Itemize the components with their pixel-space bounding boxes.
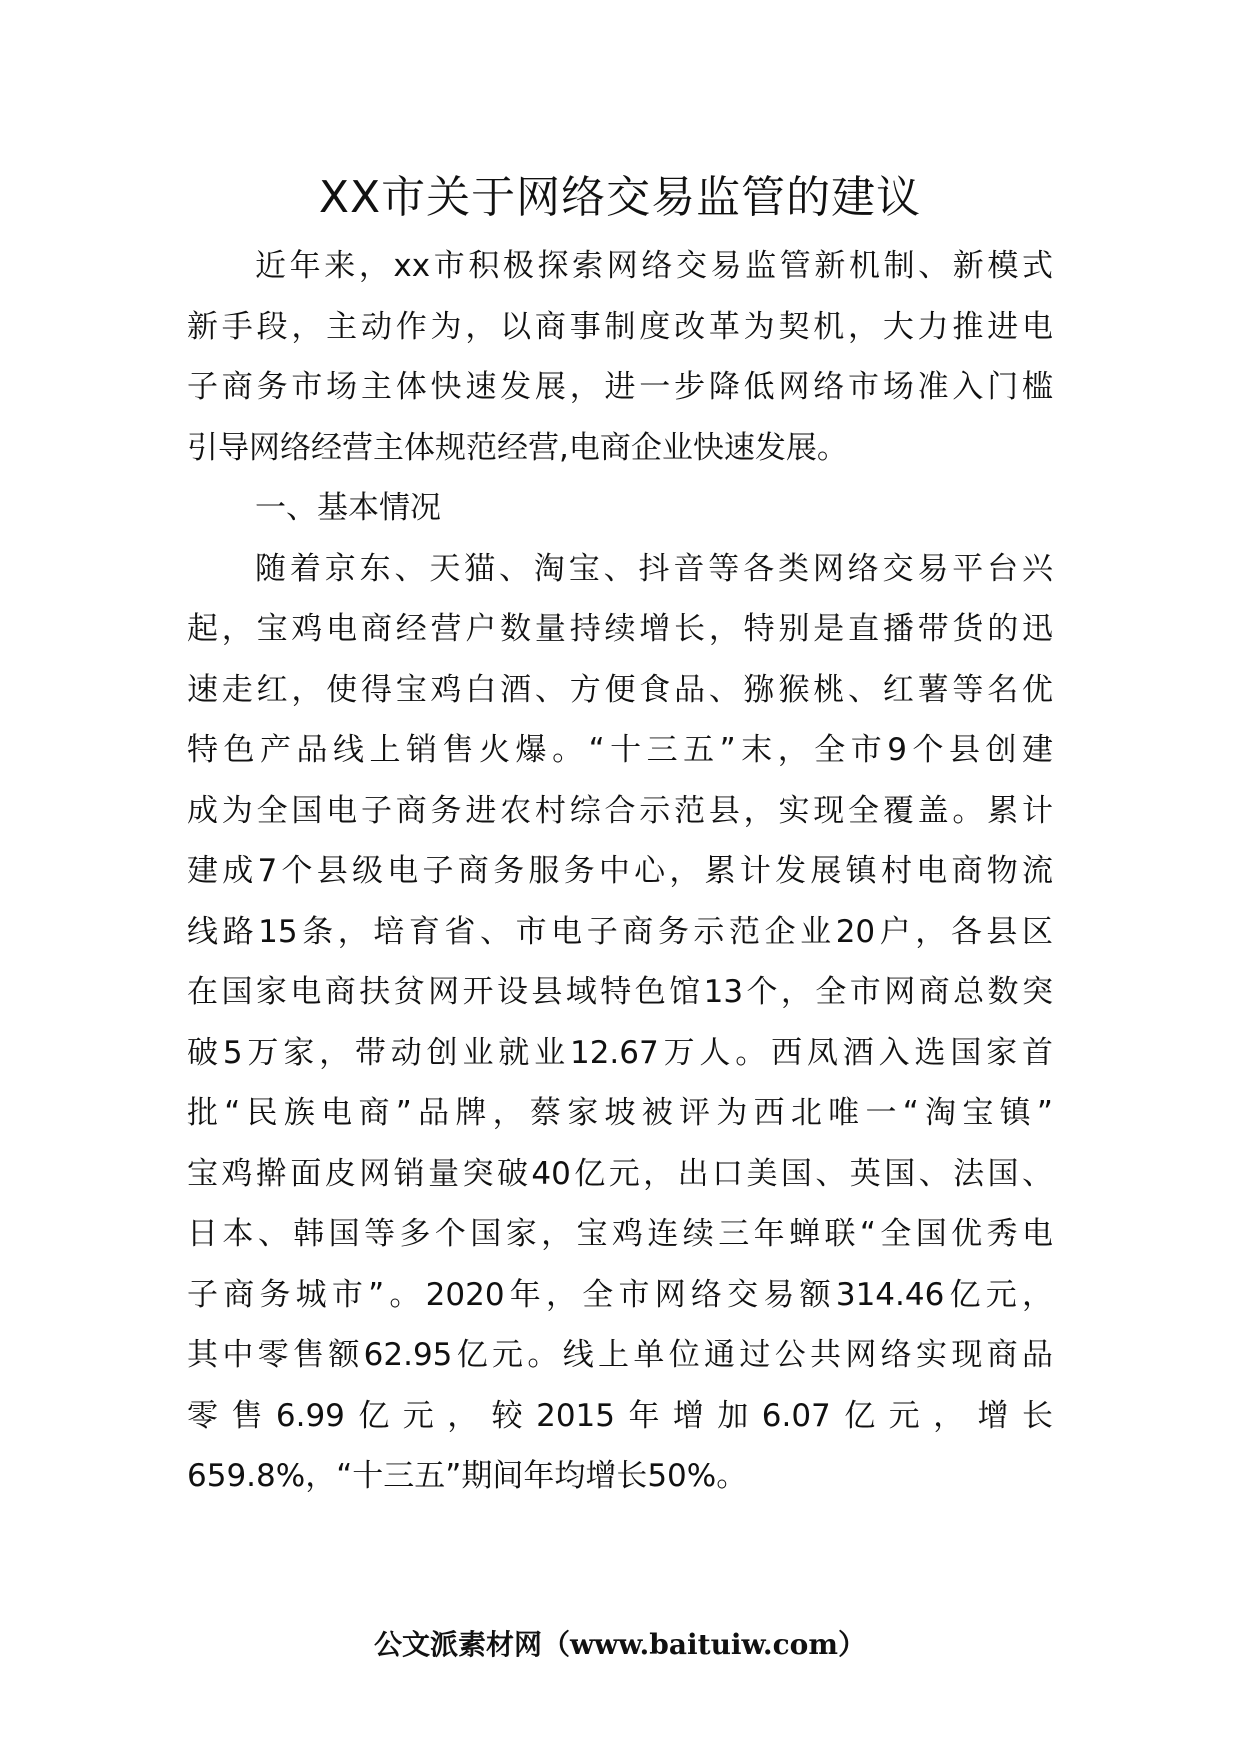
paragraph-line: 引导网络经营主体规范经营,电商企业快速发展。 [187, 429, 848, 466]
source-footer: 公文派素材网（www.baituiw.com） [374, 1628, 866, 1661]
paragraph-line: 在国家电商扶贫网开设县域特色馆13个，全市网商总数突 [187, 974, 1053, 1010]
paragraph-line: 破5万家，带动创业就业12.67万人。西凤酒入选国家首 [187, 1034, 1053, 1071]
paragraph-line: 659.8%，“十三五”期间年均增长50%。 [187, 1458, 748, 1494]
paragraph-line: 子商务城市”。2020年，全市网络交易额314.46亿元， [187, 1276, 1053, 1313]
document-title: XX市关于网络交易监管的建议 [318, 172, 922, 223]
paragraph-line: 子商务市场主体快速发展，进一步降低网络市场准入门槛 [187, 369, 1053, 405]
paragraph-line: 批“民族电商”品牌，蔡家坡被评为西北唯一“淘宝镇” [187, 1095, 1053, 1131]
section-heading: 一、基本情况 [255, 490, 441, 526]
paragraph-line: 日本、韩国等多个国家，宝鸡连续三年蝉联“全国优秀电 [187, 1216, 1053, 1252]
paragraph-line: 近年来，xx市积极探索网络交易监管新机制、新模式 [255, 248, 1053, 284]
paragraph-line: 零售6.99亿元，较2015年增加6.07亿元，增长 [187, 1397, 1053, 1434]
paragraph-line: 宝鸡擀面皮网销量突破40亿元，出口美国、英国、法国、 [187, 1155, 1053, 1192]
paragraph-line: 起，宝鸡电商经营户数量持续增长，特别是直播带货的迅 [187, 611, 1053, 647]
paragraph-line: 其中零售额62.95亿元。线上单位通过公共网络实现商品 [187, 1337, 1053, 1373]
paragraph-line: 随着京东、天猫、淘宝、抖音等各类网络交易平台兴 [255, 550, 1053, 587]
paragraph-line: 速走红，使得宝鸡白酒、方便食品、猕猴桃、红薯等名优 [187, 671, 1053, 708]
paragraph-line: 建成7个县级电子商务服务中心，累计发展镇村电商物流 [187, 853, 1053, 889]
paragraph-line: 成为全国电子商务进农村综合示范县，实现全覆盖。累计 [187, 792, 1053, 829]
document-body [187, 236, 1053, 1507]
paragraph-line: 线路15条，培育省、市电子商务示范企业20户，各县区 [187, 913, 1053, 950]
paragraph-line: 新手段，主动作为，以商事制度改革为契机，大力推进电 [187, 308, 1053, 345]
paragraph-line: 特色产品线上销售火爆。“十三五”末，全市9个县创建 [187, 732, 1053, 768]
